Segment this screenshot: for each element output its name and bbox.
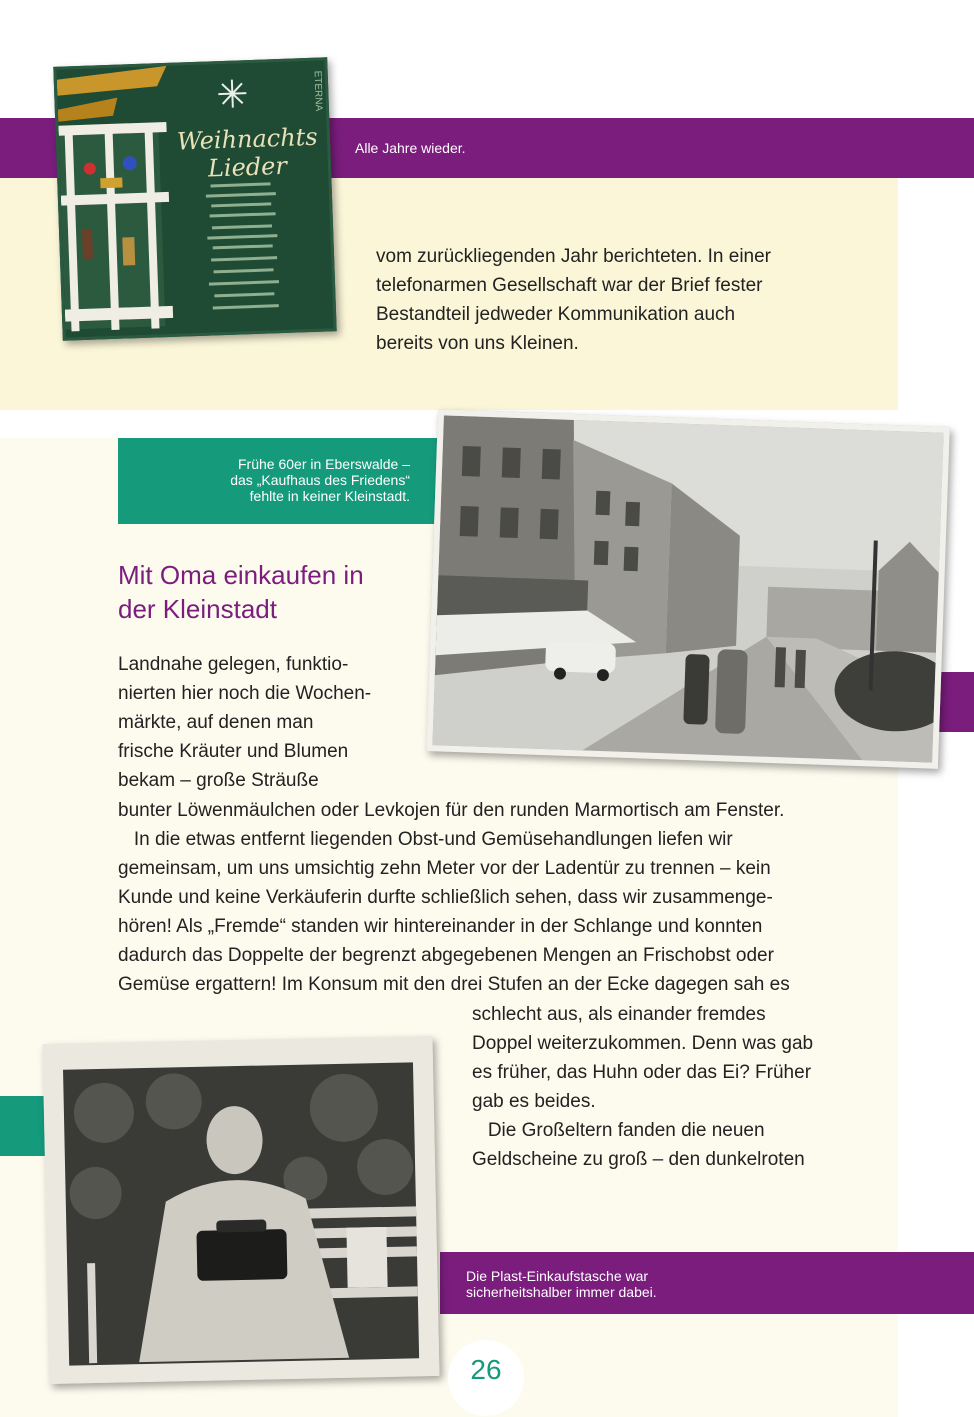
oma-illustration bbox=[42, 1036, 439, 1384]
text-line: In die etwas entfernt liegenden Obst-und Gemüsehandlungen liefen wir bbox=[118, 829, 733, 850]
street-photo bbox=[426, 409, 950, 769]
text-line: vom zurückliegenden Jahr berichteten. In einer bbox=[376, 246, 772, 267]
section-heading bbox=[118, 558, 418, 626]
text-line: märkte, auf denen man bbox=[118, 712, 314, 733]
text-line: nierten hier noch die Wochen- bbox=[118, 683, 372, 704]
text-line: bunter Löwenmäulchen oder Levkojen für den runden Marmortisch am Fenster. bbox=[118, 800, 785, 821]
text-line: bekam – große Sträuße bbox=[118, 770, 319, 791]
heading-line: der Kleinstadt bbox=[118, 594, 277, 624]
text-line: Die Großeltern fanden die neuen bbox=[472, 1120, 765, 1141]
caption-line: das „Kaufhaus des Friedens“ bbox=[230, 472, 410, 488]
caption-line: Frühe 60er in Eberswalde – bbox=[238, 456, 410, 472]
cd-cover-photo bbox=[53, 57, 336, 340]
text-line: Geldscheine zu groß – den dunkelroten bbox=[472, 1149, 805, 1170]
cd-caption: Alle Jahre wieder. bbox=[355, 140, 466, 156]
caption-line: Die Plast-Einkaufstasche war bbox=[466, 1268, 649, 1284]
text-line: hören! Als „Fremde“ standen wir hintereinander in der Schlange und konnten bbox=[118, 916, 763, 937]
cd-title-line-1: Weihnachts bbox=[176, 122, 319, 156]
text-line: Kunde und keine Verkäuferin durfte schließlich sehen, dass wir zusammenge- bbox=[118, 887, 773, 908]
text-line: Doppel weiterzukommen. Denn was gab bbox=[472, 1033, 814, 1054]
cd-cover-illustration bbox=[56, 60, 333, 337]
text-line: frische Kräuter und Blumen bbox=[118, 741, 349, 762]
top-paragraph bbox=[376, 242, 836, 358]
text-line: gemeinsam, um uns umsichtig zehn Meter vor der Ladentür zu trennen – kein bbox=[118, 858, 771, 879]
cd-title-line-2: Lieder bbox=[207, 151, 288, 183]
caption-line: sicherheitshalber immer dabei. bbox=[466, 1284, 657, 1300]
paragraph-left bbox=[118, 650, 418, 795]
street-illustration bbox=[432, 415, 943, 762]
text-line: dadurch das Doppelte der begrenzt abgegebenen Mengen an Frischobst oder bbox=[118, 945, 774, 966]
heading-line: Mit Oma einkaufen in bbox=[118, 560, 364, 590]
text-line: Bestandteil jedweder Kommunikation auch bbox=[376, 304, 736, 325]
street-caption bbox=[130, 456, 410, 504]
text-line: Gemüse ergattern! Im Konsum mit den drei Stufen an der Ecke dagegen sah es bbox=[118, 974, 790, 995]
text-line: schlecht aus, als einander fremdes bbox=[472, 1004, 766, 1025]
text-line: gab es beides. bbox=[472, 1091, 596, 1112]
text-line: bereits von uns Kleinen. bbox=[376, 333, 579, 354]
cd-label: ETERNA bbox=[311, 70, 325, 112]
text-line: es früher, das Huhn oder das Ei? Früher bbox=[472, 1062, 812, 1083]
text-line: telefonarmen Gesellschaft war der Brief fester bbox=[376, 275, 763, 296]
left-accent-bar bbox=[0, 1096, 50, 1156]
bag-caption bbox=[466, 1268, 657, 1300]
paragraph-full bbox=[118, 796, 868, 999]
caption-line: fehlte in keiner Kleinstadt. bbox=[249, 488, 410, 504]
text-line: Landnahe gelegen, funktio- bbox=[118, 654, 349, 675]
page-number: 26 bbox=[470, 1354, 502, 1385]
paragraph-right bbox=[472, 1000, 872, 1174]
oma-photo bbox=[42, 1036, 439, 1384]
